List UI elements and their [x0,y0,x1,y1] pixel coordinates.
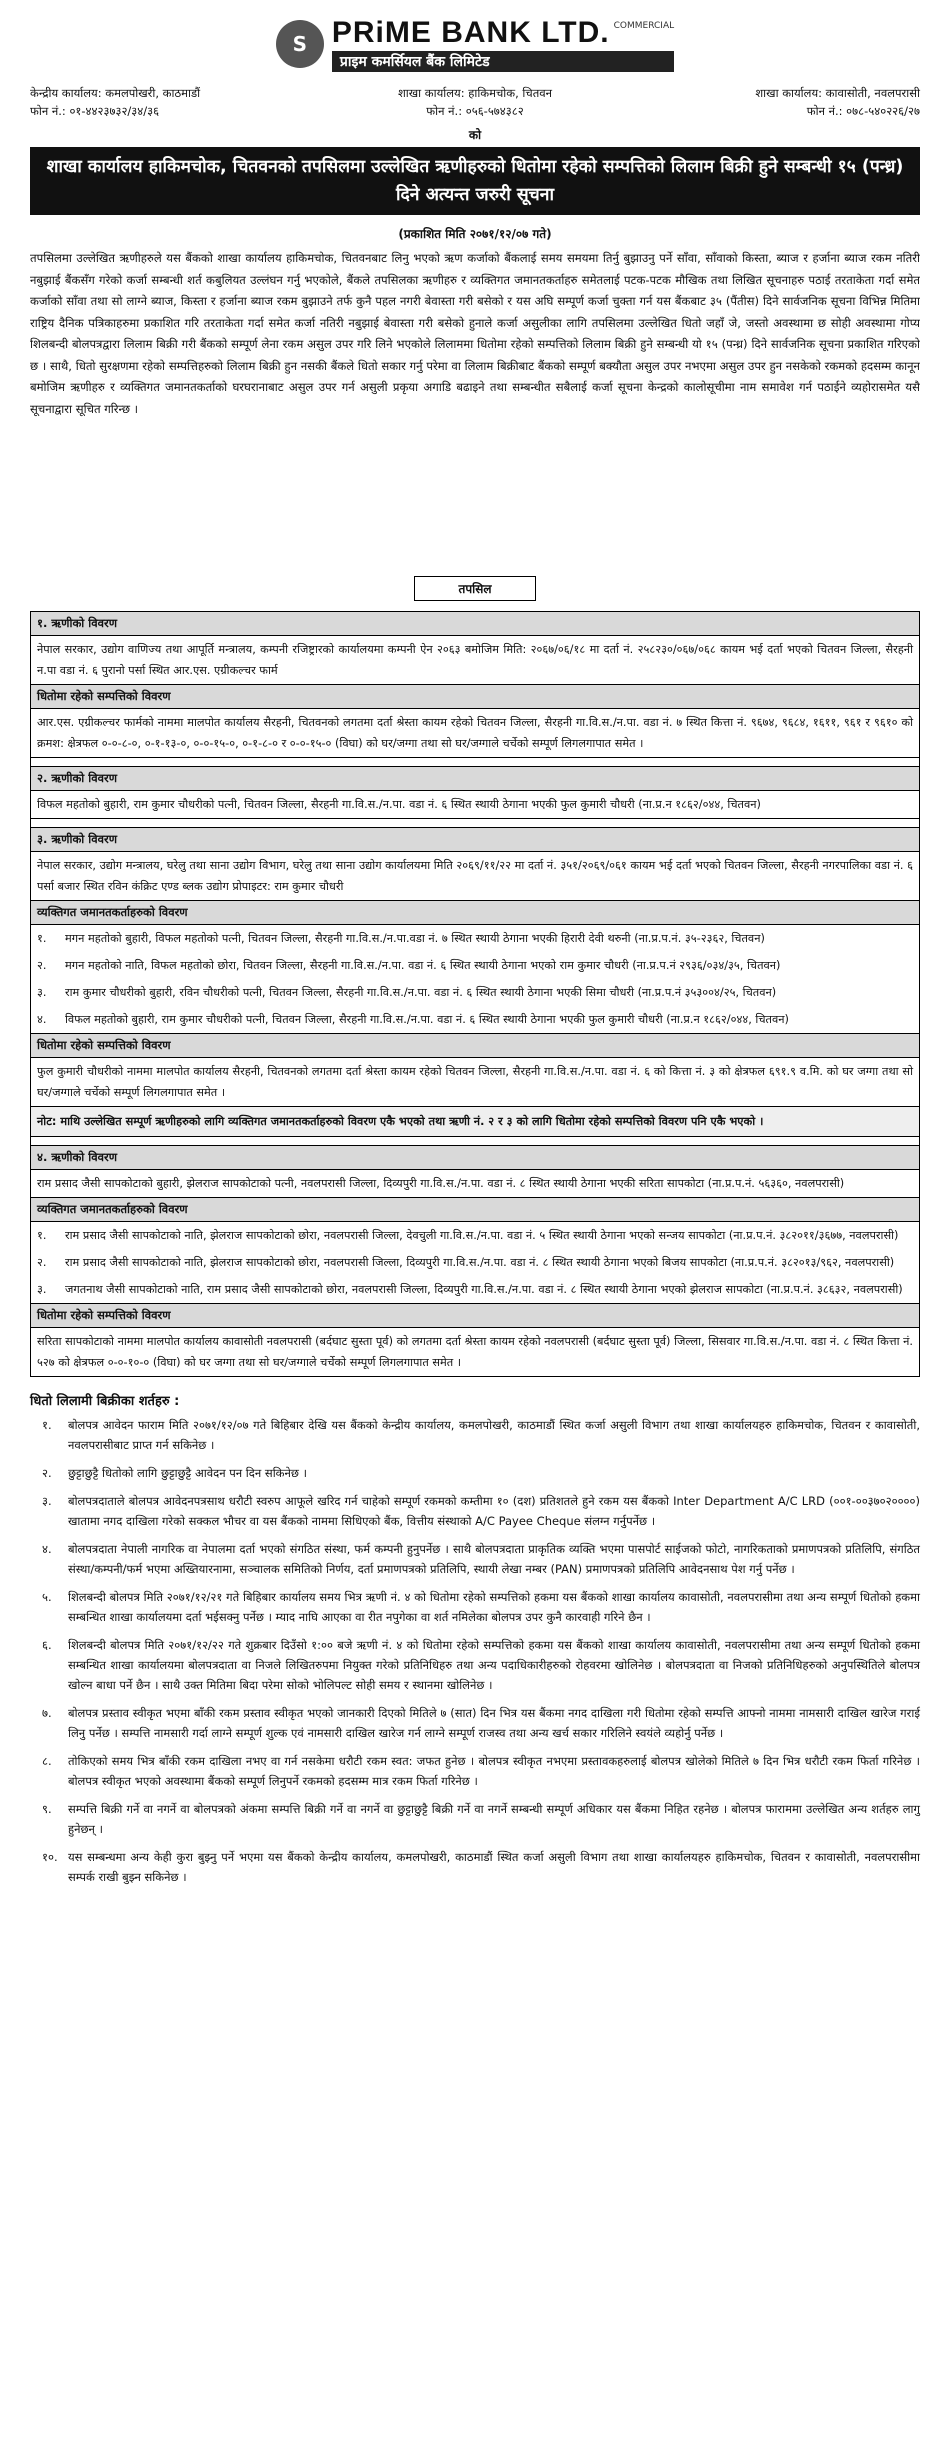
term-item [30,1703,920,1743]
bank-logo-icon: S [276,20,324,68]
ko-label: को [468,128,482,142]
item-number: ५. [42,1590,52,1604]
office-hakimchok [337,84,613,120]
office-kawasoti [644,84,920,120]
term-item [30,1635,920,1695]
term-item [30,1463,920,1483]
item-text: मगन महतोको नाति, विफल महतोको छोरा, चितवन जिल्ला, सैरहनी गा.वि.स./न.पा. वडा नं. ६ स्थित स्थायी ठेगाना भएको राम कुमार चौधरी (ना.प्र.प.नं २९३६/०३४/३५, चितवन) [65,959,781,972]
section-heading: व्यक्तिगत जमानतकर्ताहरुको विवरण [31,900,919,924]
notice-title: शाखा कार्यालय हाकिमचोक, चितवनको तपसिलमा उल्लेखित ऋणीहरुको धितोमा रहेको सम्पत्तिको लिलाम बिक्री हुने सम्बन्धी १५ (पन्ध्र) दिने अत्यन्त जरुरी सूचना [30,147,920,215]
office-address: शाखा कार्यालय: हाकिमचोक, चितवन [397,86,553,100]
item-text: राम प्रसाद जैसी सापकोटाको नाति, झेलराज सापकोटाको छोरा, नवलपरासी जिल्ला, देवचुली गा.वि.स./न.पा. वडा नं. ५ स्थित स्थायी ठेगाना भएको सन्जय सापकोटा (ना.प्र.प.नं. ३८२०११/३६७७, नवलपरासी) [65,1229,899,1242]
item-text: राम प्रसाद जैसी सापकोटाको नाति, झेलराज सापकोटाको छोरा, नवलपरासी जिल्ला, दिव्यपुरी गा.वि.स./न.पा. वडा नं. ८ स्थित स्थायी ठेगाना भएको बिजय सापकोटा (ना.प्र.प.नं. ३८२०१३/९६२, नवलपरासी) [65,1256,895,1269]
item-text: बोलपत्र प्रस्ताव स्वीकृत भएमा बाँकी रकम प्रस्ताव स्वीकृत भएको जानकारी दिएको मितिले ७ (सात) दिन भित्र यस बैंकमा नगद दाखिला गरी धितोमा रहेको सम्पत्ति आफ्नो नाममा नामसारी दाखिल खारेज गराई लिनु पर्नेछ । सम्पत्ति नामसारी गर्दा लाग्ने सम्पूर्ण शुल्क एवं नामसारी दाखिल खारेज गर्न लाग्ने सम्पूर्ण राजस्व तथा अन्य खर्च सकार गरिलिने स्वयंले व्यहोर्नु पर्नेछ । [68,1706,920,1740]
guarantor-item [31,1006,919,1033]
bank-tag: COMMERCIAL [613,21,675,31]
collateral-details: आर.एस. एग्रीकल्चर फार्मको नाममा मालपोत कार्यालय सैरहनी, चितवनको लगतमा दर्ता श्रेस्ता कायम रहेको चितवन जिल्ला, सैरहनी गा.वि.स./न.पा. वडा नं. ७ स्थित कित्ता नं. ९६७४, ९६८४, १६११, ९६१ र ९६१० को क्रमश: क्षेत्रफल ०-०-८-०, ०-१-१३-०, ०-०-१५-०, ०-१-८-० र ०-०-१५-० (विघा) को घर/जग्गा तथा सो घर/जग्गाले चर्चेको सम्पूर्ण लिगलगापात समेत । [31,708,919,757]
term-item [30,1847,920,1887]
schedule-note: नोट: माथि उल्लेखित सम्पूर्ण ऋणीहरुको लागि व्यक्तिगत जमानतकर्ताहरुको विवरण एकै भएको तथा ऋणी नं. २ र ३ को लागि धितोमा रहेको सम्पत्तिको विवरण पनि एकै भएको । [31,1106,919,1136]
item-number: ३. [37,986,47,999]
section-heading: २. ऋणीको विवरण [31,766,919,790]
item-number: २. [37,1256,47,1269]
collateral-details: सरिता सापकोटाको नाममा मालपोत कार्यालय कावासोती नवलपरासी (बर्दघाट सुस्ता पूर्व) को लगतमा दर्ता श्रेस्ता कायम रहेको नवलपरासी (बर्दघाट सुस्ता पूर्व) जिल्ला, सिसवार गा.वि.स./न.पा. वडा नं. ८ स्थित कित्ता नं. ५२७ को क्षेत्रफल ०-०-१०-० (विघा) को घर जग्गा तथा सो घर/जग्गाले चर्चेको सम्पूर्ण लिगलगापात समेत । [31,1327,919,1376]
collateral-details: फुल कुमारी चौधरीको नाममा मालपोत कार्यालय सैरहनी, चितवनको लगतमा दर्ता श्रेस्ता कायम रहेको चितवन जिल्ला, सैरहनी गा.वि.स./न.पा. वडा नं. ६ को कित्ता नं. ३ को क्षेत्रफल ६९१.९ व.मि. को घर जग्गा तथा सो घर/जग्गाले चर्चेको सम्पूर्ण लिगलगापात समेत । [31,1057,919,1106]
term-item [30,1539,920,1579]
section-heading: १. ऋणीको विवरण [31,612,919,635]
guarantor-item [31,952,919,979]
item-number: १०. [42,1850,58,1864]
item-number: २. [42,1466,52,1480]
section-divider [31,757,919,766]
item-text: मगन महतोको बुहारी, विफल महतोको पत्नी, चितवन जिल्ला, सैरहनी गा.वि.स./न.पा.वडा नं. ७ स्थित स्थायी ठेगाना भएकी हिरारी देवी थरुनी (ना.प्र.प.नं. ३५-२३६२, चितवन) [65,932,765,945]
term-item [30,1751,920,1791]
terms-list [30,1415,920,1887]
item-text: बोलपत्रदाताले बोलपत्र आवेदनपत्रसाथ धरौटी स्वरुप आफूले खरिद गर्न चाहेको सम्पूर्ण रकमको कम्तीमा १० (दश) प्रतिशतले हुने रकम यस बैंकको Inter Department A/C LRD (००१-००३७०२००००) खातामा नगद दाखिला गरेको सक्कल भौचर वा यस बैंकको नाममा सिधिएको बैंक, वित्तीय संस्थाको A/C Payee Cheque संलग्न गर्नुपर्नेछ । [68,1494,920,1528]
office-addresses [30,84,920,120]
item-number: ६. [42,1638,52,1652]
bank-name-nepali: प्राइम कमर्सियल बैंक लिमिटेड [332,51,674,72]
terms-title: धितो लिलामी बिक्रीका शर्तहरु : [30,1394,180,1409]
schedule-table [30,611,920,1377]
guarantor-list [31,924,919,1033]
item-text: बोलपत्रदाता नेपाली नागरिक वा नेपालमा दर्ता भएको संगठित संस्था, फर्म कम्पनी हुनुपर्नेछ । साथै बोलपत्रदाता प्राकृतिक व्यक्ति भएमा पासपोर्ट साईजको फोटो, नागरिकताको प्रमाणपत्रको प्रतिलिपि, संगठित संस्था/कम्पनी/फर्म भएमा अख्तियारनामा, सञ्चालक समितिको निर्णय, दर्ता प्रमाणपत्रको प्रतिलिपि, स्थायी लेखा नम्बर (PAN) प्रमाणपत्रको प्रतिलिपि आवेदनसाथ पेश गर्नु पर्नेछ । [68,1542,920,1576]
borrower-details: नेपाल सरकार, उद्योग वाणिज्य तथा आपूर्ति मन्त्रालय, कम्पनी रजिष्ट्रारको कार्यालयमा कम्पनी ऐन २०६३ बमोजिम मिति: २०६७/०६/१८ मा दर्ता नं. २५८२३०/०६७/०६८ कायम भई दर्ता भएको चितवन जिल्ला, सैरहनी न.पा वडा नं. ६ पुरानो पर्सा स्थित आर.एस. एग्रीकल्चर फार्म [31,635,919,684]
office-address: केन्द्रीय कार्यालय: कमलपोखरी, काठमाडौं [30,86,201,100]
item-number: ३. [42,1494,52,1508]
item-number: ४. [37,1013,47,1026]
item-number: ८. [42,1754,52,1768]
bank-logo-text [332,16,674,72]
borrower-details: राम प्रसाद जैसी सापकोटाको बुहारी, झेलराज सापकोटाको पत्नी, नवलपरासी जिल्ला, दिव्यपुरी गा.वि.स./न.पा. वडा नं. ८ स्थित स्थायी ठेगाना भएकी सरिता सापकोटा (ना.प्र.प.नं. ५६३६०, नवलपरासी) [31,1169,919,1197]
schedule-label: तपसिल [414,576,536,601]
guarantor-item [31,1249,919,1276]
item-text: शिलबन्दी बोलपत्र मिति २०७१/१२/२१ गते बिहिबार कार्यालय समय भित्र ऋणी नं. ४ को धितोमा रहेको सम्पत्तिको हकमा यस बैंकको शाखा कार्यालय कावासोती, नवलपरासीमा तथा अन्य सम्पूर्ण धितोको हकमा सम्बन्धित शाखा कार्यालयमा दर्ता भईसक्नु पर्नेछ । म्याद नाघि आएका वा रीत नपुगेका वा शर्त नमिलेका बोलपत्र उपर कुनै कारवाही गरिने छैन । [68,1590,920,1624]
office-phone: फोन नं.: ०७८-५४०२२६/२७ [806,104,920,118]
guarantor-item [31,1276,919,1303]
item-number: ९. [42,1802,52,1816]
guarantor-item [31,979,919,1006]
borrower-details: नेपाल सरकार, उद्योग मन्त्रालय, घरेलु तथा साना उद्योग विभाग, घरेलु तथा साना उद्योग कार्यालयमा मिति २०६९/११/२२ मा दर्ता नं. ३५१/२०६९/०६१ कायम भई दर्ता भएको चितवन जिल्ला, सैरहनी नगरपालिका वडा नं. ६ पर्सा बजार स्थित रविन कंक्रिट एण्ड ब्लक उद्योग प्रोपाइटर: राम कुमार चौधरी [31,851,919,900]
term-item [30,1415,920,1455]
item-number: ३. [37,1283,47,1296]
section-divider [31,1136,919,1145]
section-heading: व्यक्तिगत जमानतकर्ताहरुको विवरण [31,1197,919,1221]
office-central [30,84,306,120]
section-heading: ३. ऋणीको विवरण [31,827,919,851]
section-heading: धितोमा रहेको सम्पत्तिको विवरण [31,1303,919,1327]
office-address: शाखा कार्यालय: कावासोती, नवलपरासी [755,86,920,100]
bank-name: PRiME BANK LTD. [331,16,610,49]
publication-date: (प्रकाशित मिति २०७१/१२/०७ गते) [398,227,552,241]
item-number: १. [37,1229,47,1242]
item-text: शिलबन्दी बोलपत्र मिति २०७१/१२/२२ गते शुक्रबार दिउँसो १:०० बजे ऋणी नं. ४ को धितोमा रहेको सम्पत्तिको हकमा यस बैंकको शाखा कार्यालय कावासोती, नवलपरासीमा तथा अन्य सम्पूर्ण धितोको हकमा सम्बन्धित शाखा कार्यालयमा बोलपत्रदाता वा निजले लिखितरुपमा नियुक्त गरेको प्रतिनिधिहरु तथा अन्य पदाधिकारीहरुको रोहवरमा खोलिनेछ । बोलपत्रदाता वा निजको प्रतिनिधिहरुको अनुपस्थितिले बोलपत्र खोल्न बाधा पर्ने छैन । साथै उक्त मितिमा बिदा परेमा सोको भोलिपल्ट सोही समय र स्थानमा खोलिनेछ । [68,1638,920,1692]
guarantor-item [31,925,919,952]
borrower-details: विफल महतोको बुहारी, राम कुमार चौधरीको पत्नी, चितवन जिल्ला, सैरहनी गा.वि.स./न.पा. वडा नं. ६ स्थित स्थायी ठेगाना भएकी फुल कुमारी चौधरी (ना.प्र.न १८६२/०४४, चितवन) [31,790,919,818]
item-number: ४. [42,1542,52,1556]
item-text: जगतनाथ जैसी सापकोटाको नाति, राम प्रसाद जैसी सापकोटाको छोरा, नवलपरासी जिल्ला, दिव्यपुरी गा.वि.स./न.पा. वडा नं. ८ स्थित स्थायी ठेगाना भएको झेलराज सापकोटा (ना.प्र.प.नं. ३८६३२, नवलपरासी) [65,1283,903,1296]
item-number: ७. [42,1706,52,1720]
guarantor-item [31,1222,919,1249]
item-text: राम कुमार चौधरीको बुहारी, रविन चौधरीको पत्नी, चितवन जिल्ला, सैरहनी गा.वि.स./न.पा. वडा नं. ६ स्थित स्थायी ठेगाना भएकी सिमा चौधरी (ना.प्र.प.नं ३५३००४/२५, चितवन) [65,986,777,999]
item-text: यस सम्बन्धमा अन्य केही कुरा बुझ्नु पर्ने भएमा यस बैंकको केन्द्रीय कार्यालय, कमलपोखरी, काठमाडौं स्थित कर्जा असुली विभाग तथा शाखा कार्यालयहरु हाकिमचोक, चितवन र कावासोती, नवलपरासीमा सम्पर्क राखी बुझ्न सकिनेछ । [68,1850,920,1884]
term-item [30,1491,920,1531]
term-item [30,1587,920,1627]
section-heading: ४. ऋणीको विवरण [31,1145,919,1169]
item-text: बोलपत्र आवेदन फाराम मिति २०७१/१२/०७ गते बिहिबार देखि यस बैंकको केन्द्रीय कार्यालय, कमलपोखरी, काठमाडौं स्थित कर्जा असुली विभाग तथा शाखा कार्यालयहरु हाकिमचोक, चितवन र कावासोती, नवलपरासीबाट प्राप्त गर्न सकिनेछ । [68,1418,920,1452]
bank-header [30,14,920,74]
item-text: तोकिएको समय भित्र बाँकी रकम दाखिला नभए वा गर्न नसकेमा धरौटी रकम स्वत: जफत हुनेछ । बोलपत्र स्वीकृत नभएमा प्रस्तावकहरुलाई बोलपत्र खोलेको मितिले ७ दिन भित्र धरौटी रकम फिर्ता गरिनेछ । बोलपत्र स्वीकृत भएको अवस्थामा बैंकको सम्पूर्ण लिनुपर्ने रकमको हदसम्म मात्र रकम फिर्ता गरिनेछ । [68,1754,920,1788]
section-heading: धितोमा रहेको सम्पत्तिको विवरण [31,684,919,708]
intro-paragraph: तपसिलमा उल्लेखित ऋणीहरुले यस बैंकको शाखा कार्यालय हाकिमचोक, चितवनबाट लिनु भएको ऋण कर्जाको बैंकलाई समय समयमा तिर्नु बुझाउनु पर्ने साँवा, साँवाको किस्ता, ब्याज र हर्जाना ब्याज रकम नतिरी नबुझाई बैंकसँग गरेको कर्जा सम्बन्धी शर्त कबुलियत उल्लंघन गर्नु भएकोले, बैंकले तपसिलका ऋणीहरु र व्यक्तिगत जमानतकर्ताहरु समेतलाई पटक-पटक मौखिक तथा लिखित सूचनाहरु पठाई तरताकेता गर्दा समेत कर्जाको साँवा तथा सो लाग्ने ब्याज, किस्ता र हर्जाना ब्याज रकम बुझाउने तर्फ कुनै पहल नगरी बेवास्ता गरी बसेको र यस अघि सम्पूर्ण कर्जा चुक्ता गर्न यस बैंकबाट ३५ (पैंतीस) दिने सार्वजनिक सूचना विभिन्न मितिमा राष्ट्रिय दैनिक पत्रिकाहरुमा प्रकाशित गरि तरताकेता गर्दा समेत कर्जा नतिरी नबुझाई बेवास्ता गरी बसेको हुनाले कर्जा असुलीका लागि तपसिलमा उल्लेखित धितो जहाँ जे, जस्तो अवस्थामा छ सोही अवस्थामा गोप्य शिलबन्दी बोलपत्रद्वारा लिलाम बिक्री गरी बैंकको सम्पूर्ण लेना रकम असुल उपर गरि लिने भएकोले लिलाममा धितोमा रहेको सम्पत्तिको लिलाम बिक्री हुने सम्बन्धी यो १५ (पन्ध्र) दिने सार्वजनिक सूचना प्रकाशित गरिएको छ । साथै, धितो सुरक्षणमा रहेको सम्पत्तिहरुको लिलाम बिक्री हुन नसकी बैंकले धितो सकार गर्नु परेमा वा लिलाम बिक्रीबाट बैंकको सम्पूर्ण बक्यौता असुल उपर नभएमा असुल उपर हुन नसकेको रकमको हदसम्म कानून बमोजिम ऋणीहरु र व्यक्तिगत जमानतकर्ताको घरघरानाबाट असुल उपर गर्न असुली प्रकृया अगाडि बढाइने तथा सम्बन्धीत सबैलाई कर्जा सूचना केन्द्रको कालोसूचीमा नाम समावेश गर्न पठाईने व्यहोरासमेत यसै सूचनाद्वारा सूचित गरिन्छ । [30,251,920,416]
guarantor-list [31,1221,919,1303]
item-number: १. [37,932,47,945]
item-text: विफल महतोको बुहारी, राम कुमार चौधरीको पत्नी, चितवन जिल्ला, सैरहनी गा.वि.स./न.पा. वडा नं. ६ स्थित स्थायी ठेगाना भएकी फुल कुमारी चौधरी (ना.प्र.न १८६२/०४४, चितवन) [65,1013,789,1026]
item-number: २. [37,959,47,972]
section-divider [31,818,919,827]
term-item [30,1799,920,1839]
office-phone: फोन नं.: ०१-४४२३७३२/३४/३६ [30,104,160,118]
item-text: सम्पत्ति बिक्री गर्ने वा नगर्ने वा बोलपत्रको अंकमा सम्पत्ति बिक्री गर्ने वा नगर्ने वा छुट्टाछुट्टै बिक्री गर्ने वा नगर्ने सम्बन्धी सम्पूर्ण अधिकार यस बैंकमा निहित रहनेछ । बोलपत्र फाराममा उल्लेखित अन्य शर्तहरु लागु हुनेछन् । [68,1802,920,1836]
office-phone: फोन नं.: ०५६-५७४३८२ [426,104,524,118]
item-number: १. [42,1418,52,1432]
item-text: छुट्टाछुट्टै धितोको लागि छुट्टाछुट्टै आवेदन पन दिन सकिनेछ । [68,1466,307,1480]
section-heading: धितोमा रहेको सम्पत्तिको विवरण [31,1033,919,1057]
